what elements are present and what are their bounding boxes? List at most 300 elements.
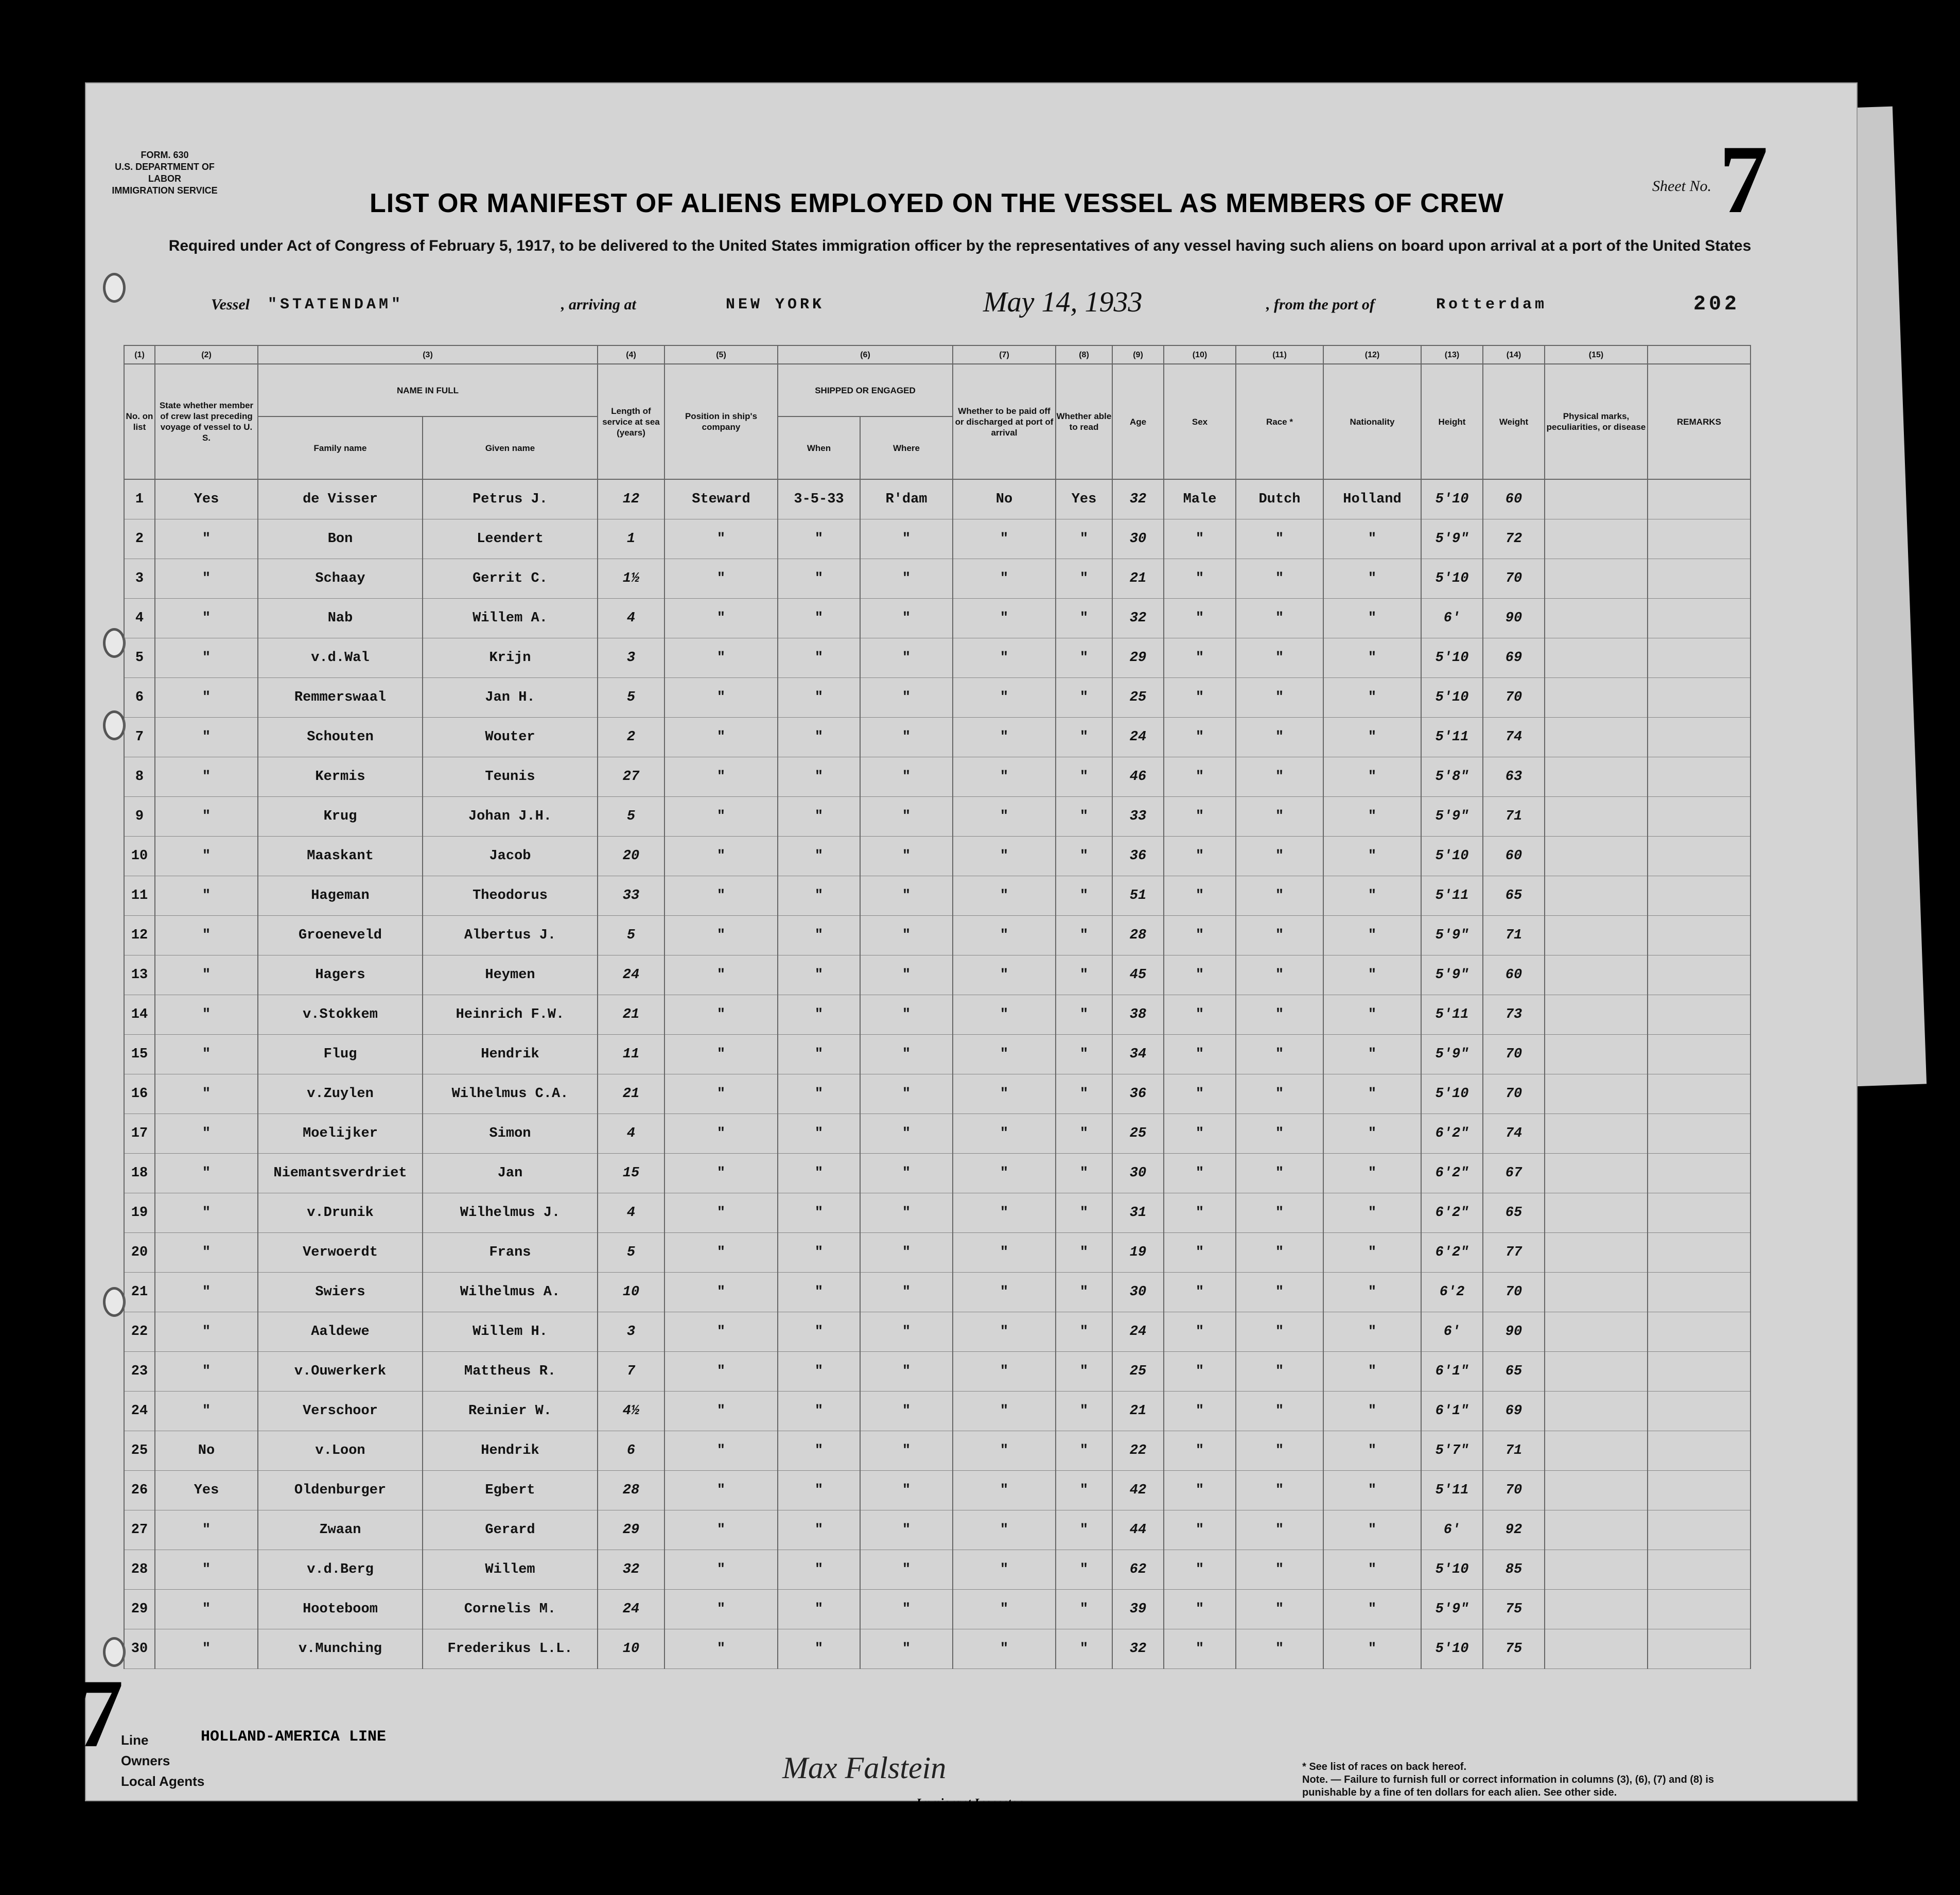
remarks <box>1648 519 1751 559</box>
shipped-where: " <box>860 1629 953 1669</box>
weight: 74 <box>1483 1114 1545 1154</box>
sex: " <box>1164 955 1236 995</box>
header-remarks: REMARKS <box>1648 364 1751 479</box>
previous-voyage: " <box>155 1550 258 1590</box>
age: 34 <box>1112 1035 1164 1074</box>
colnum: (1) <box>124 345 155 364</box>
colnum: (13) <box>1421 345 1483 364</box>
able-to-read: " <box>1056 1233 1112 1273</box>
header-physical: Physical marks, peculiarities, or disease <box>1545 364 1648 479</box>
family-name: Hagers <box>258 955 423 995</box>
service-years: 4 <box>598 1114 664 1154</box>
footer-labels <box>121 1732 204 1794</box>
previous-voyage: " <box>155 718 258 757</box>
height: 5'10 <box>1421 1550 1483 1590</box>
weight: 63 <box>1483 757 1545 797</box>
able-to-read: " <box>1056 1471 1112 1510</box>
age: 25 <box>1112 1352 1164 1392</box>
given-name: Leendert <box>423 519 598 559</box>
service-years: 3 <box>598 1312 664 1352</box>
height: 6'2" <box>1421 1154 1483 1193</box>
position: " <box>664 1510 778 1550</box>
shipped-where: " <box>860 559 953 599</box>
given-name: Wilhelmus A. <box>423 1273 598 1312</box>
paid-off: " <box>953 519 1056 559</box>
shipped-when: " <box>778 1392 860 1431</box>
able-to-read: " <box>1056 1431 1112 1471</box>
given-name: Frederikus L.L. <box>423 1629 598 1669</box>
shipped-when: " <box>778 1590 860 1629</box>
paid-off: " <box>953 1154 1056 1193</box>
given-name: Teunis <box>423 757 598 797</box>
previous-voyage: " <box>155 1352 258 1392</box>
sheet-number: 7 <box>1719 126 1768 234</box>
previous-voyage: " <box>155 1074 258 1114</box>
paid-off: " <box>953 797 1056 837</box>
race: " <box>1236 757 1323 797</box>
manifest-number: 202 <box>1693 293 1740 316</box>
shipped-where: " <box>860 678 953 718</box>
header-read: Whether able to read <box>1056 364 1112 479</box>
age: 24 <box>1112 1312 1164 1352</box>
age: 31 <box>1112 1193 1164 1233</box>
service-years: 6 <box>598 1431 664 1471</box>
table-row <box>124 916 1751 955</box>
previous-voyage: " <box>155 1590 258 1629</box>
physical-marks <box>1545 1590 1648 1629</box>
race: " <box>1236 1392 1323 1431</box>
given-name: Hendrik <box>423 1035 598 1074</box>
previous-voyage: " <box>155 519 258 559</box>
physical-marks <box>1545 519 1648 559</box>
colnum: (10) <box>1164 345 1236 364</box>
service-years: 24 <box>598 1590 664 1629</box>
service-years: 24 <box>598 955 664 995</box>
weight: 85 <box>1483 1550 1545 1590</box>
row-number: 9 <box>124 797 155 837</box>
race: " <box>1236 1114 1323 1154</box>
weight: 77 <box>1483 1233 1545 1273</box>
able-to-read: " <box>1056 678 1112 718</box>
race: " <box>1236 1273 1323 1312</box>
position: " <box>664 1352 778 1392</box>
row-number: 30 <box>124 1629 155 1669</box>
paid-off: " <box>953 1590 1056 1629</box>
age: 39 <box>1112 1590 1164 1629</box>
colnum: (2) <box>155 345 258 364</box>
age: 45 <box>1112 955 1164 995</box>
previous-voyage: " <box>155 995 258 1035</box>
colnum: (3) <box>258 345 598 364</box>
nationality: " <box>1323 1193 1421 1233</box>
race: " <box>1236 559 1323 599</box>
table-row <box>124 718 1751 757</box>
physical-marks <box>1545 1431 1648 1471</box>
height: 6' <box>1421 1510 1483 1550</box>
paid-off: " <box>953 1629 1056 1669</box>
previous-voyage: No <box>155 1431 258 1471</box>
height: 5'7" <box>1421 1431 1483 1471</box>
shipped-where: " <box>860 1154 953 1193</box>
table-row <box>124 995 1751 1035</box>
age: 19 <box>1112 1233 1164 1273</box>
age: 36 <box>1112 837 1164 876</box>
family-name: Oldenburger <box>258 1471 423 1510</box>
position: " <box>664 1074 778 1114</box>
table-row <box>124 1431 1751 1471</box>
table-row <box>124 519 1751 559</box>
page-title: LIST OR MANIFEST OF ALIENS EMPLOYED ON THE VESSEL AS MEMBERS OF CREW <box>370 188 1504 218</box>
race: " <box>1236 678 1323 718</box>
table-row <box>124 599 1751 638</box>
header-weight: Weight <box>1483 364 1545 479</box>
nationality: " <box>1323 638 1421 678</box>
row-number: 29 <box>124 1590 155 1629</box>
previous-voyage: " <box>155 1273 258 1312</box>
service-years: 33 <box>598 876 664 916</box>
race: " <box>1236 1035 1323 1074</box>
race: " <box>1236 1312 1323 1352</box>
given-name: Willem <box>423 1550 598 1590</box>
family-name: v.Ouwerkerk <box>258 1352 423 1392</box>
service-years: 32 <box>598 1550 664 1590</box>
sex: " <box>1164 1154 1236 1193</box>
able-to-read: " <box>1056 1392 1112 1431</box>
shipped-where: " <box>860 1273 953 1312</box>
race: " <box>1236 1233 1323 1273</box>
previous-voyage: " <box>155 955 258 995</box>
shipped-when: " <box>778 1154 860 1193</box>
physical-marks <box>1545 1392 1648 1431</box>
previous-voyage: " <box>155 916 258 955</box>
shipped-when: " <box>778 837 860 876</box>
position: " <box>664 519 778 559</box>
row-number: 3 <box>124 559 155 599</box>
row-number: 20 <box>124 1233 155 1273</box>
race: " <box>1236 916 1323 955</box>
paid-off: " <box>953 1510 1056 1550</box>
nationality: " <box>1323 955 1421 995</box>
shipped-where: " <box>860 1312 953 1352</box>
physical-marks <box>1545 1193 1648 1233</box>
nationality: " <box>1323 876 1421 916</box>
shipped-where: " <box>860 638 953 678</box>
colnum: (4) <box>598 345 664 364</box>
given-name: Petrus J. <box>423 479 598 519</box>
age: 44 <box>1112 1510 1164 1550</box>
position: " <box>664 599 778 638</box>
shipped-where: " <box>860 519 953 559</box>
weight: 69 <box>1483 1392 1545 1431</box>
shipped-where: " <box>860 1471 953 1510</box>
colnum: (9) <box>1112 345 1164 364</box>
remarks <box>1648 1154 1751 1193</box>
shipped-where: " <box>860 718 953 757</box>
remarks <box>1648 1352 1751 1392</box>
paid-off: " <box>953 1550 1056 1590</box>
shipped-where: " <box>860 1510 953 1550</box>
colnum: (11) <box>1236 345 1323 364</box>
sex: " <box>1164 1471 1236 1510</box>
column-numbers-row <box>124 345 1751 364</box>
remarks <box>1648 797 1751 837</box>
race: " <box>1236 1154 1323 1193</box>
crew-rows <box>124 479 1751 1669</box>
colnum: (8) <box>1056 345 1112 364</box>
weight: 65 <box>1483 1193 1545 1233</box>
family-name: Krug <box>258 797 423 837</box>
remarks <box>1648 638 1751 678</box>
physical-marks <box>1545 837 1648 876</box>
able-to-read: " <box>1056 1273 1112 1312</box>
row-number: 22 <box>124 1312 155 1352</box>
sex: " <box>1164 837 1236 876</box>
header-position: Position in ship's company <box>664 364 778 479</box>
punch-hole <box>103 273 126 303</box>
family-name: Kermis <box>258 757 423 797</box>
header-previous-voyage: State whether member of crew last preceding voyage of vessel to U. S. <box>155 364 258 479</box>
shipped-when: " <box>778 559 860 599</box>
shipped-when: " <box>778 519 860 559</box>
given-name: Jan H. <box>423 678 598 718</box>
family-name: de Visser <box>258 479 423 519</box>
table-row <box>124 837 1751 876</box>
height: 5'9" <box>1421 1035 1483 1074</box>
row-number: 11 <box>124 876 155 916</box>
weight: 60 <box>1483 955 1545 995</box>
remarks <box>1648 876 1751 916</box>
remarks <box>1648 718 1751 757</box>
vessel-line <box>211 286 1755 327</box>
able-to-read: " <box>1056 955 1112 995</box>
remarks <box>1648 1193 1751 1233</box>
row-number: 17 <box>124 1114 155 1154</box>
race: " <box>1236 599 1323 638</box>
service-years: 3 <box>598 638 664 678</box>
physical-marks <box>1545 876 1648 916</box>
nationality: " <box>1323 1510 1421 1550</box>
colnum: (12) <box>1323 345 1421 364</box>
race: " <box>1236 718 1323 757</box>
paid-off: " <box>953 1074 1056 1114</box>
nationality: " <box>1323 559 1421 599</box>
shipped-when: " <box>778 638 860 678</box>
remarks <box>1648 1312 1751 1352</box>
remarks <box>1648 1392 1751 1431</box>
physical-marks <box>1545 1074 1648 1114</box>
table-row <box>124 1352 1751 1392</box>
service-years: 4½ <box>598 1392 664 1431</box>
sex: " <box>1164 876 1236 916</box>
service-years: 5 <box>598 1233 664 1273</box>
previous-voyage: " <box>155 757 258 797</box>
service-years: 10 <box>598 1273 664 1312</box>
weight: 90 <box>1483 599 1545 638</box>
age: 38 <box>1112 995 1164 1035</box>
family-name: v.Munching <box>258 1629 423 1669</box>
position: Steward <box>664 479 778 519</box>
weight: 70 <box>1483 1074 1545 1114</box>
row-number: 2 <box>124 519 155 559</box>
shipped-where: " <box>860 995 953 1035</box>
paid-off: " <box>953 1273 1056 1312</box>
nationality: " <box>1323 718 1421 757</box>
height: 6'2" <box>1421 1233 1483 1273</box>
race: " <box>1236 837 1323 876</box>
age: 29 <box>1112 638 1164 678</box>
paid-off: " <box>953 638 1056 678</box>
able-to-read: " <box>1056 1193 1112 1233</box>
table-row <box>124 876 1751 916</box>
physical-marks <box>1545 1629 1648 1669</box>
weight: 67 <box>1483 1154 1545 1193</box>
height: 6'2" <box>1421 1114 1483 1154</box>
position: " <box>664 837 778 876</box>
vessel-name: "STATENDAM" <box>268 296 404 314</box>
physical-marks <box>1545 1471 1648 1510</box>
height: 5'9" <box>1421 1590 1483 1629</box>
table-row <box>124 1074 1751 1114</box>
service-years: 5 <box>598 678 664 718</box>
shipped-where: R'dam <box>860 479 953 519</box>
race: " <box>1236 1550 1323 1590</box>
given-name: Jacob <box>423 837 598 876</box>
service-years: 12 <box>598 479 664 519</box>
able-to-read: " <box>1056 1035 1112 1074</box>
table-row <box>124 797 1751 837</box>
weight: 70 <box>1483 559 1545 599</box>
sex: " <box>1164 757 1236 797</box>
family-name: Verwoerdt <box>258 1233 423 1273</box>
row-number: 12 <box>124 916 155 955</box>
remarks <box>1648 1233 1751 1273</box>
shipped-where: " <box>860 1431 953 1471</box>
sex: " <box>1164 1312 1236 1352</box>
shipped-when: " <box>778 955 860 995</box>
service-years: 1 <box>598 519 664 559</box>
position: " <box>664 876 778 916</box>
height: 5'10 <box>1421 678 1483 718</box>
weight: 90 <box>1483 1312 1545 1352</box>
nationality: " <box>1323 1550 1421 1590</box>
row-number: 24 <box>124 1392 155 1431</box>
weight: 75 <box>1483 1590 1545 1629</box>
previous-voyage: " <box>155 1035 258 1074</box>
height: 5'11 <box>1421 995 1483 1035</box>
remarks <box>1648 1550 1751 1590</box>
given-name: Heymen <box>423 955 598 995</box>
able-to-read: " <box>1056 797 1112 837</box>
service-years: 15 <box>598 1154 664 1193</box>
table-row <box>124 1471 1751 1510</box>
sex: " <box>1164 916 1236 955</box>
sex: " <box>1164 1431 1236 1471</box>
given-name: Willem H. <box>423 1312 598 1352</box>
physical-marks <box>1545 599 1648 638</box>
shipped-when: " <box>778 1074 860 1114</box>
height: 5'11 <box>1421 718 1483 757</box>
height: 5'8" <box>1421 757 1483 797</box>
footnotes <box>1302 1761 1740 1799</box>
paid-off: " <box>953 718 1056 757</box>
inspector-label: Immigrant Inspector. <box>916 1797 1025 1810</box>
sex: " <box>1164 1590 1236 1629</box>
shipped-where: " <box>860 1193 953 1233</box>
service-years: 11 <box>598 1035 664 1074</box>
paid-off: " <box>953 1312 1056 1352</box>
position: " <box>664 955 778 995</box>
remarks <box>1648 1590 1751 1629</box>
height: 5'10 <box>1421 559 1483 599</box>
previous-voyage: " <box>155 1193 258 1233</box>
paid-off: " <box>953 1471 1056 1510</box>
paid-off: " <box>953 837 1056 876</box>
shipped-when: " <box>778 916 860 955</box>
race: Dutch <box>1236 479 1323 519</box>
remarks <box>1648 1074 1751 1114</box>
table-row <box>124 1154 1751 1193</box>
height: 6'2" <box>1421 1193 1483 1233</box>
previous-voyage: " <box>155 876 258 916</box>
able-to-read: " <box>1056 718 1112 757</box>
remarks <box>1648 678 1751 718</box>
header-no: No. on list <box>124 364 155 479</box>
previous-voyage: " <box>155 1312 258 1352</box>
age: 21 <box>1112 1392 1164 1431</box>
paid-off: " <box>953 1114 1056 1154</box>
family-name: Remmerswaal <box>258 678 423 718</box>
table-row <box>124 1312 1751 1352</box>
nationality: " <box>1323 916 1421 955</box>
sex: " <box>1164 995 1236 1035</box>
form-number: FORM. 630 <box>141 150 189 160</box>
given-name: Wilhelmus J. <box>423 1193 598 1233</box>
family-name: Verschoor <box>258 1392 423 1431</box>
family-name: Hageman <box>258 876 423 916</box>
position: " <box>664 1431 778 1471</box>
family-name: Maaskant <box>258 837 423 876</box>
age: 62 <box>1112 1550 1164 1590</box>
sex: " <box>1164 519 1236 559</box>
able-to-read: " <box>1056 837 1112 876</box>
weight: 71 <box>1483 1431 1545 1471</box>
weight: 69 <box>1483 638 1545 678</box>
height: 5'9" <box>1421 519 1483 559</box>
sex: " <box>1164 1352 1236 1392</box>
table-row <box>124 1035 1751 1074</box>
service-years: 28 <box>598 1471 664 1510</box>
colnum-remarks <box>1648 345 1751 364</box>
race: " <box>1236 876 1323 916</box>
age: 36 <box>1112 1074 1164 1114</box>
shipped-where: " <box>860 1233 953 1273</box>
shipped-where: " <box>860 1114 953 1154</box>
position: " <box>664 757 778 797</box>
nationality: " <box>1323 1114 1421 1154</box>
paid-off: " <box>953 757 1056 797</box>
shipped-when: " <box>778 599 860 638</box>
service-years: 27 <box>598 757 664 797</box>
height: 5'9" <box>1421 916 1483 955</box>
able-to-read: " <box>1056 916 1112 955</box>
nationality: " <box>1323 1629 1421 1669</box>
remarks <box>1648 916 1751 955</box>
age: 42 <box>1112 1471 1164 1510</box>
given-name: Heinrich F.W. <box>423 995 598 1035</box>
age: 25 <box>1112 1114 1164 1154</box>
punch-hole <box>103 710 126 740</box>
race: " <box>1236 1471 1323 1510</box>
